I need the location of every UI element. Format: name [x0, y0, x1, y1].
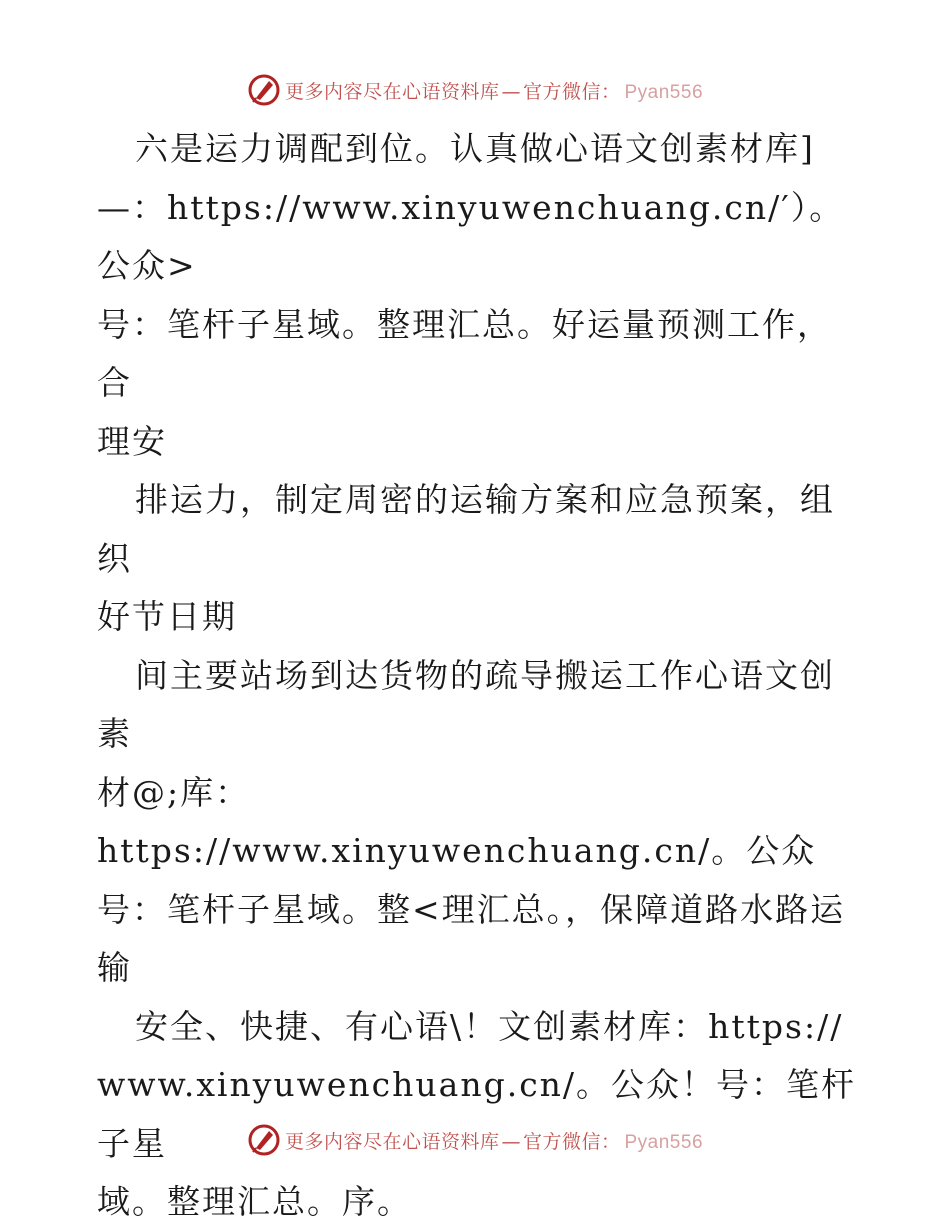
- line-text: 理安: [97, 421, 167, 461]
- footer-wechat-label: 官方微信：: [522, 1130, 621, 1153]
- line-text: 号：笔杆子星域。整<理汇总。，保障道路水路运: [97, 889, 846, 929]
- paragraph-line: [97, 588, 857, 647]
- footer-wechat-id: Pyan556: [624, 1131, 704, 1153]
- line-text: —：https://www.xinyuwenchuang.cn/′）。公众>: [97, 187, 845, 285]
- line-text: 材@;库：https://www.xinyuwenchuang.cn/。公众: [97, 772, 817, 870]
- header-banner-text: [285, 77, 703, 104]
- paragraph-line: [97, 764, 857, 881]
- paragraph-line: [97, 1173, 857, 1232]
- paragraph-line: [97, 939, 857, 998]
- paragraph-line: [97, 471, 857, 588]
- footer-banner-text: [285, 1127, 703, 1154]
- line-text: 好节日期: [97, 597, 237, 636]
- line-text: 号：笔杆子星域。整理汇总。好运量预测工作，合: [97, 304, 832, 402]
- paragraph-line: [97, 120, 857, 179]
- footer-banner: [0, 1120, 950, 1160]
- paragraph-line: [97, 998, 857, 1057]
- line-text: 输: [97, 948, 132, 987]
- header-wechat-label: 官方微信：: [522, 80, 621, 103]
- header-banner: [0, 70, 950, 110]
- paragraph-line: [97, 296, 857, 413]
- quill-logo-icon: [247, 1123, 281, 1157]
- line-text: 间主要站场到达货物的疏导搬运工作心语文创素: [97, 655, 835, 753]
- paragraph-line: [97, 647, 857, 764]
- line-text: 安全、快捷、有心语\！文创素材库：https://: [135, 1006, 844, 1046]
- line-text: 域。整理汇总。序。: [97, 1182, 412, 1221]
- line-text: www.xinyuwenchuang.cn/。公众！号：笔杆子星: [97, 1065, 857, 1163]
- footer-site-text: 更多内容尽在心语资料库: [284, 1130, 500, 1153]
- document-body: [97, 120, 857, 1232]
- header-separator: —: [501, 80, 521, 103]
- paragraph-line: [97, 881, 857, 940]
- line-text: 排运力，制定周密的运输方案和应急预案，组织: [97, 480, 835, 578]
- quill-logo-icon: [247, 73, 281, 107]
- line-text: 六是运力调配到位。认真做心语文创素材库]: [135, 129, 815, 168]
- header-site-text: 更多内容尽在心语资料库: [284, 80, 500, 103]
- paragraph-line: [97, 413, 857, 472]
- footer-separator: —: [501, 1130, 521, 1153]
- paragraph-line: [97, 179, 857, 296]
- header-wechat-id: Pyan556: [624, 81, 704, 103]
